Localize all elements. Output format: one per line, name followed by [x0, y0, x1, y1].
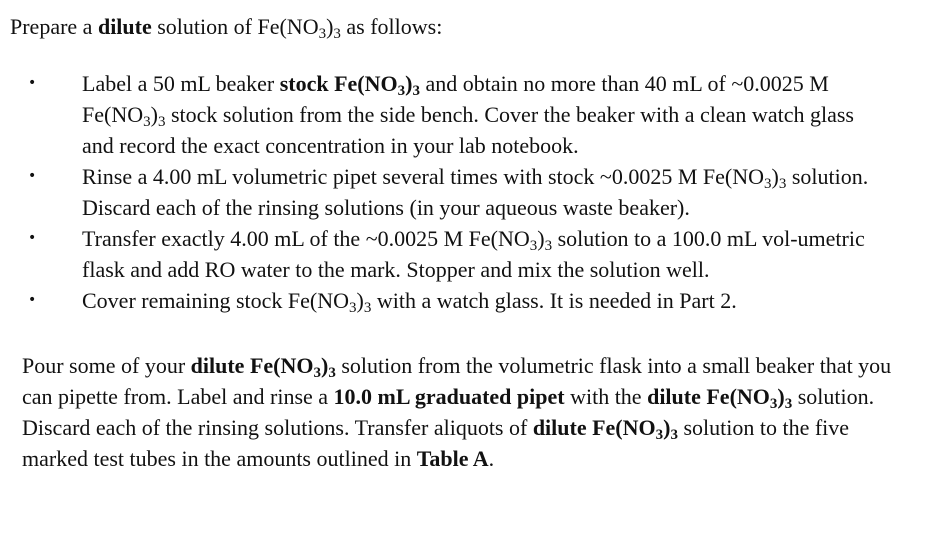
step-text: with a watch glass. It is needed in Part 2. — [371, 288, 737, 313]
subscript: 3 — [313, 365, 321, 381]
step-text: solution. Discard each of the rinsing solutions (in your aqueous waste beaker). — [82, 164, 869, 220]
step-text: Transfer exactly 4.00 mL of the ~0.0025 M Fe(NO — [82, 226, 530, 251]
para-bold-table-ref: Table A — [416, 446, 489, 471]
subscript: 3 — [412, 83, 420, 99]
step-bold-text: ) — [405, 71, 413, 96]
subscript: 3 — [157, 114, 166, 130]
para-bold — [647, 384, 793, 412]
step-text: solution to a 100.0 mL vol-umetric flask and add RO water to the mark. Stopper and mix the solution well. — [82, 226, 865, 282]
list-item — [0, 285, 882, 316]
subscript: 3 — [544, 238, 553, 254]
para-text: solution to the five marked test tubes in the amounts outlined in — [22, 415, 850, 471]
intro-line — [10, 11, 442, 42]
para-bold-text: dilute Fe(NO — [532, 415, 656, 440]
step-text: ) — [150, 102, 158, 127]
step-text: ) — [537, 226, 545, 251]
para-text: solution from the volumetric flask into a small beaker that you can pipette from. Label and rinse a — [22, 353, 892, 409]
para-text: Pour some of your — [22, 353, 191, 378]
para-bold-text: ) — [663, 415, 671, 440]
para-bold-text: dilute Fe(NO — [190, 353, 314, 378]
para-bold-text: ) — [320, 353, 329, 378]
para-bold — [532, 415, 678, 443]
para-bold-text: dilute Fe(NO — [647, 384, 770, 409]
subscript: 3 — [349, 300, 357, 316]
subscript: 3 — [363, 300, 372, 316]
step-text: Label a 50 mL beaker — [82, 71, 280, 96]
subscript: 3 — [655, 427, 664, 443]
subscript: 3 — [328, 365, 336, 381]
subscript: 3 — [333, 26, 341, 42]
subscript: 3 — [397, 83, 406, 99]
intro-text: ) — [326, 14, 334, 39]
step-text: ) — [356, 288, 364, 313]
list-item — [0, 223, 882, 285]
step-bold-text: stock Fe(NO — [279, 71, 398, 96]
step-text: stock solution from the side bench. Cover the beaker with a clean watch glass and record the exact concentration in your lab notebook. — [82, 102, 854, 158]
subscript: 3 — [143, 114, 151, 130]
para-text: solution. Discard each of the rinsing solutions. Transfer aliquots of — [22, 384, 875, 440]
para-bold-pipet: 10.0 mL graduated pipet — [333, 384, 565, 409]
intro-text: as follows: — [340, 14, 443, 39]
subscript: 3 — [670, 427, 678, 443]
intro-text: solution of Fe(NO — [151, 14, 319, 39]
list-item — [0, 68, 882, 161]
step-text: Rinse a 4.00 mL volumetric pipet several times with stock ~0.0025 M Fe(NO — [82, 164, 764, 189]
procedure-list — [0, 68, 944, 316]
list-item — [0, 161, 882, 223]
para-text: . — [488, 446, 495, 471]
bullet-icon: • — [28, 75, 37, 91]
subscript: 3 — [763, 176, 772, 192]
step-text: Cover remaining stock Fe(NO — [82, 288, 349, 313]
subscript: 3 — [318, 26, 327, 42]
subscript: 3 — [778, 176, 787, 192]
intro-text: Prepare a — [10, 14, 98, 39]
para-text: with the — [564, 384, 648, 409]
instructions-paragraph — [22, 350, 902, 474]
subscript: 3 — [769, 396, 778, 412]
step-bold — [279, 71, 420, 99]
intro-bold-dilute: dilute — [97, 14, 152, 39]
step-text: ) — [771, 164, 779, 189]
para-bold-text: ) — [777, 384, 785, 409]
subscript: 3 — [784, 396, 793, 412]
step-text: and obtain no more than 40 mL of ~0.0025 M Fe(NO — [82, 71, 829, 127]
subscript: 3 — [529, 238, 538, 254]
bullet-icon: • — [28, 292, 37, 308]
para-bold — [190, 353, 336, 381]
bullet-icon: • — [28, 168, 37, 184]
bullet-icon: • — [28, 230, 37, 246]
